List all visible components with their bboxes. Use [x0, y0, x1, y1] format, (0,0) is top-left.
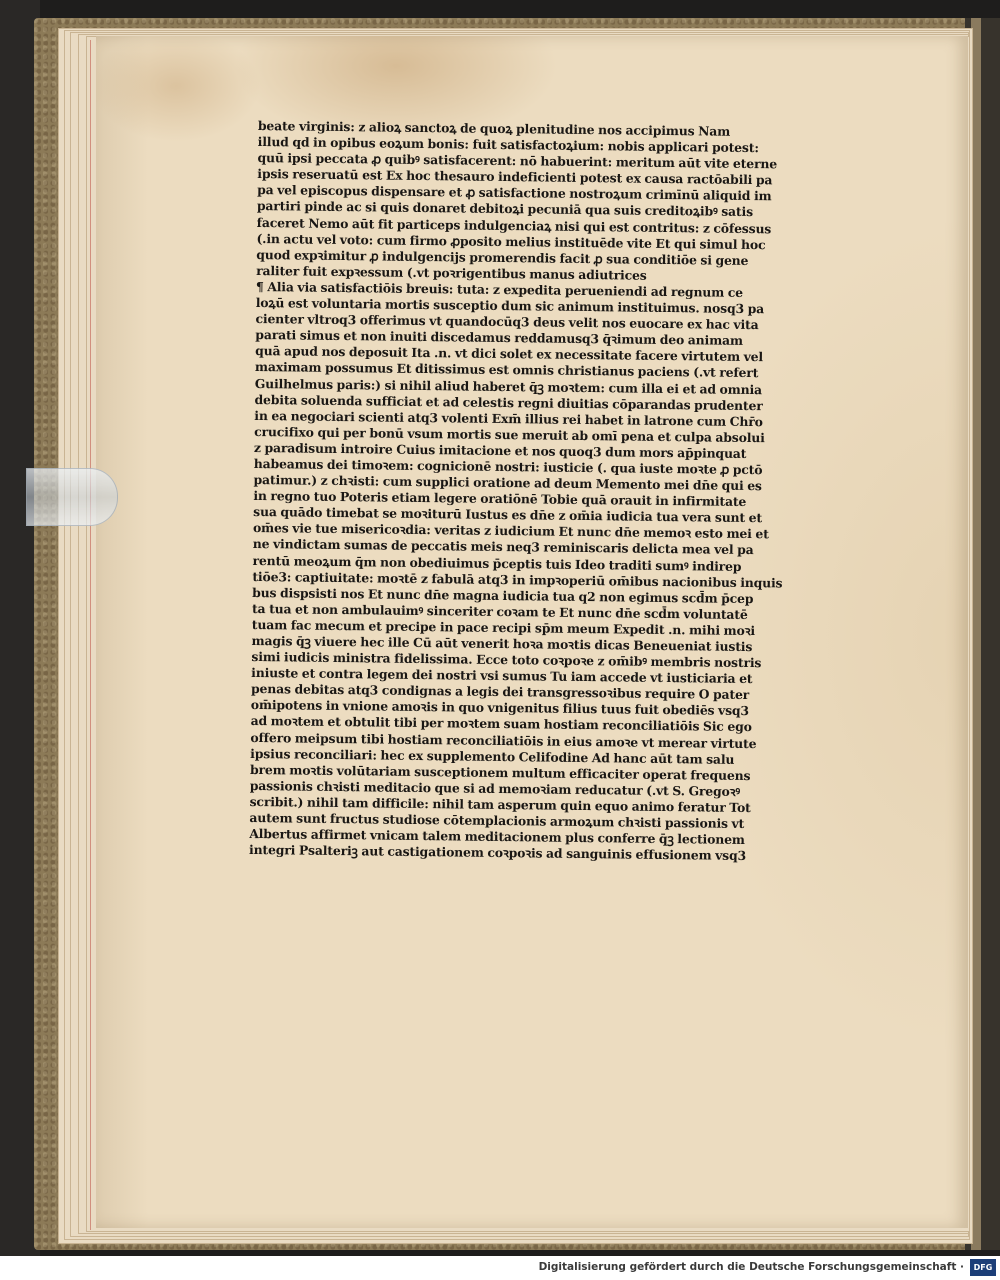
text-line: in ea negociari scienti atq3 volenti Exm̄ illius rei habet in latrone cum Chr̄o [254, 407, 763, 429]
text-line: offero meipsum tibi hostiam reconciliatiōis in eius amoꝛe vt merear virtute [250, 729, 757, 751]
footer-credit: Digitalisierung gefördert durch die Deutsche Forschungsgemeinschaft · [538, 1261, 964, 1273]
text-line: maximam possumus Et ditissimus est omnis christianus paciens (.vt refert [254, 359, 759, 381]
footer-bar [0, 1256, 1000, 1280]
text-line: habeamus dei timoꝛem: cognicionē nostri: iusticie (. qua iuste moꝛte ꝓ pctō [253, 455, 763, 478]
text-line: raliter fuit expꝛessum (.vt poꝛrigentibus manus adiutrices [256, 262, 647, 283]
page-clip [26, 468, 118, 526]
text-line: Guilhelmus paris:) si nihil aliud haberet q̄ꝫ moꝛtem: cum illa ei et ad omnia [254, 375, 763, 397]
text-line: scribit.) nihil tam difficile: nihil tam asperum quin equo animo feratur Tot [249, 793, 751, 816]
text-line: z paradisum introire Cuius imitacione et nos quoq3 dum mors ap̄pinquat [253, 439, 747, 461]
text-line: patimur.) z chꝛisti: cum supplici oratione ad deum Memento mei dn̄e qui es [253, 472, 762, 494]
text-line: quod expꝛimitur ꝓ indulgencijs promerendis facit ꝓ sua conditiōe si gene [256, 246, 749, 268]
text-line: om̄ipotens in vnione amoꝛis in quo vnigenitus filius tuus fuit obediēs vsq3 [250, 697, 750, 719]
text-line: pa vel episcopus dispensare et ꝓ satisfactione nostroꝝum crimīnū aliquid im [257, 182, 772, 204]
text-line: parati simus et non inuiti discedamus reddamusq3 q̄ꝛimum deo animam [255, 327, 744, 349]
text-line: Albertus affirmet vnicam talem meditacionem plus conferre q̄ꝫ lectionem [249, 826, 745, 848]
text-line: illud qd in opibus eoꝝum bonis: fuit satisfactoꝝium: nobis applicari potest: [257, 134, 759, 156]
text-line: faceret Nemo aūt fit particeps indulgenciaꝝ nisi qui est contritus: z cōfessus [256, 214, 772, 236]
text-line: partiri pinde ac si quis donaret debitoꝝi pecuniā qua suis creditoꝝibꝰ satis [256, 198, 754, 220]
text-line: ta tua et non ambulauimꝰ sinceriter coꝛam te Et nunc dn̄e scd̄m voluntatē [251, 600, 748, 622]
text-line: ipsius reconciliari: hec ex supplemento Celifodine Ad hanc aūt tam salu [250, 745, 735, 767]
text-line: autem sunt fructus studiose cōtemplacionis armoꝝum chꝛisti passionis vt [249, 809, 745, 832]
text-line: ¶ Alia via satisfactiōis breuis: tuta: z expedita perueniendi ad regnum ce [255, 278, 744, 300]
text-line: om̄es vie tue misericoꝛdia: veritas z iudicium Et nunc dn̄e memoꝛ esto mei et [252, 520, 769, 542]
text-line: passionis chꝛisti meditacio que si ad memoꝛiam reducatur (.vt S. Gregoꝛꝰ [249, 777, 741, 799]
text-line: crucifixo qui per bonū vsum mortis sue meruit ab omī pena et culpa absolui [254, 423, 765, 445]
text-line: (.in actu vel voto: cum firmo ꝓposito melius instituēde vite Et qui simul hoc [256, 230, 766, 252]
text-line: bus dispsisti nos Et nunc dn̄e magna iudicia tua q2 non egimus scd̄m p̄cep [252, 584, 754, 606]
text-line: tuam fac mecum et precipe in pace recipi sp̄m meum Expedit .n. mihi moꝛi [251, 616, 756, 639]
text-line: integri Psalteriꝫ aut castigationem coꝛpoꝛis ad sanguinis effusionem vsq3 [248, 842, 747, 864]
text-line: loꝝū est voluntaria mortis susceptio dum sic animum instituimus. nosq3 pa [255, 295, 765, 317]
text-line: ad moꝛtem et obtulit tibi per moꝛtem suam hostiam reconciliatiōis Sic ego [250, 713, 752, 735]
text-line: ipsis reseruatū est Ex hoc thesauro indeficienti potest ex causa ractōabili pa [257, 166, 773, 188]
text-line: rentū meoꝝum q̄m non obediuimus p̄ceptis tuis Ideo traditi sumꝰ indirep [252, 552, 742, 574]
text-line: beate virginis: z alioꝝ sanctoꝝ de quoꝝ plenitudine nos accipimus Nam [257, 118, 731, 139]
text-line: quū ipsi peccata ꝓ quibꝰ satisfacerent: nō habuerint: meritum aūt vite eterne [257, 150, 778, 172]
text-line: brem moꝛtis volūtariam susceptionem multum efficaciter operat frequens [249, 761, 751, 783]
text-line: penas debitas atq3 condignas a legis dei transgressoꝛibus require O pater [250, 681, 750, 703]
text-line: sua quādo timebat se moꝛiturū Iustus es dn̄e z om̄ia iudicia tua vera sunt et [253, 504, 763, 526]
page-text-block [247, 118, 890, 1066]
dfg-logo: DFG [970, 1259, 996, 1276]
text-line: simi iudicis ministra fidelissima. Ecce toto coꝛpoꝛe z om̄ibꝰ membris nostris [251, 649, 762, 671]
text-line: iniuste et contra legem dei nostri vsi sumus Tu iam accede vt iusticiaria et [251, 665, 753, 687]
page-margin-line [90, 40, 91, 1230]
text-line: in regno tuo Poteris etiam legere oratiōnē Tobie quā orauit in infirmitate [253, 488, 747, 510]
text-line: cienter vltroq3 offerimus vt quandocūq3 deus velit nos euocare ex hac vita [255, 311, 759, 333]
text-line: ne vindictam sumas de peccatis meis neq3 reminiscaris delicta mea vel pa [252, 536, 754, 558]
text-line: quā apud nos deposuit Ita .n. vt dici solet ex necessitate facere virtutem vel [255, 343, 764, 365]
text-line: debita soluenda sufficiat et ad celestis regni diuitias cōparandas prudenter [254, 391, 763, 413]
text-line: tiōe3: captiuitate: moꝛtē z fabulā atq3 in impꝛoperiū om̄ibus nacionibus inquis [252, 568, 783, 591]
text-line: magis q̄ꝫ viuere hec ille Cū aūt venerit hoꝛa moꝛtis dicas Beneueniat iustis [251, 632, 753, 655]
